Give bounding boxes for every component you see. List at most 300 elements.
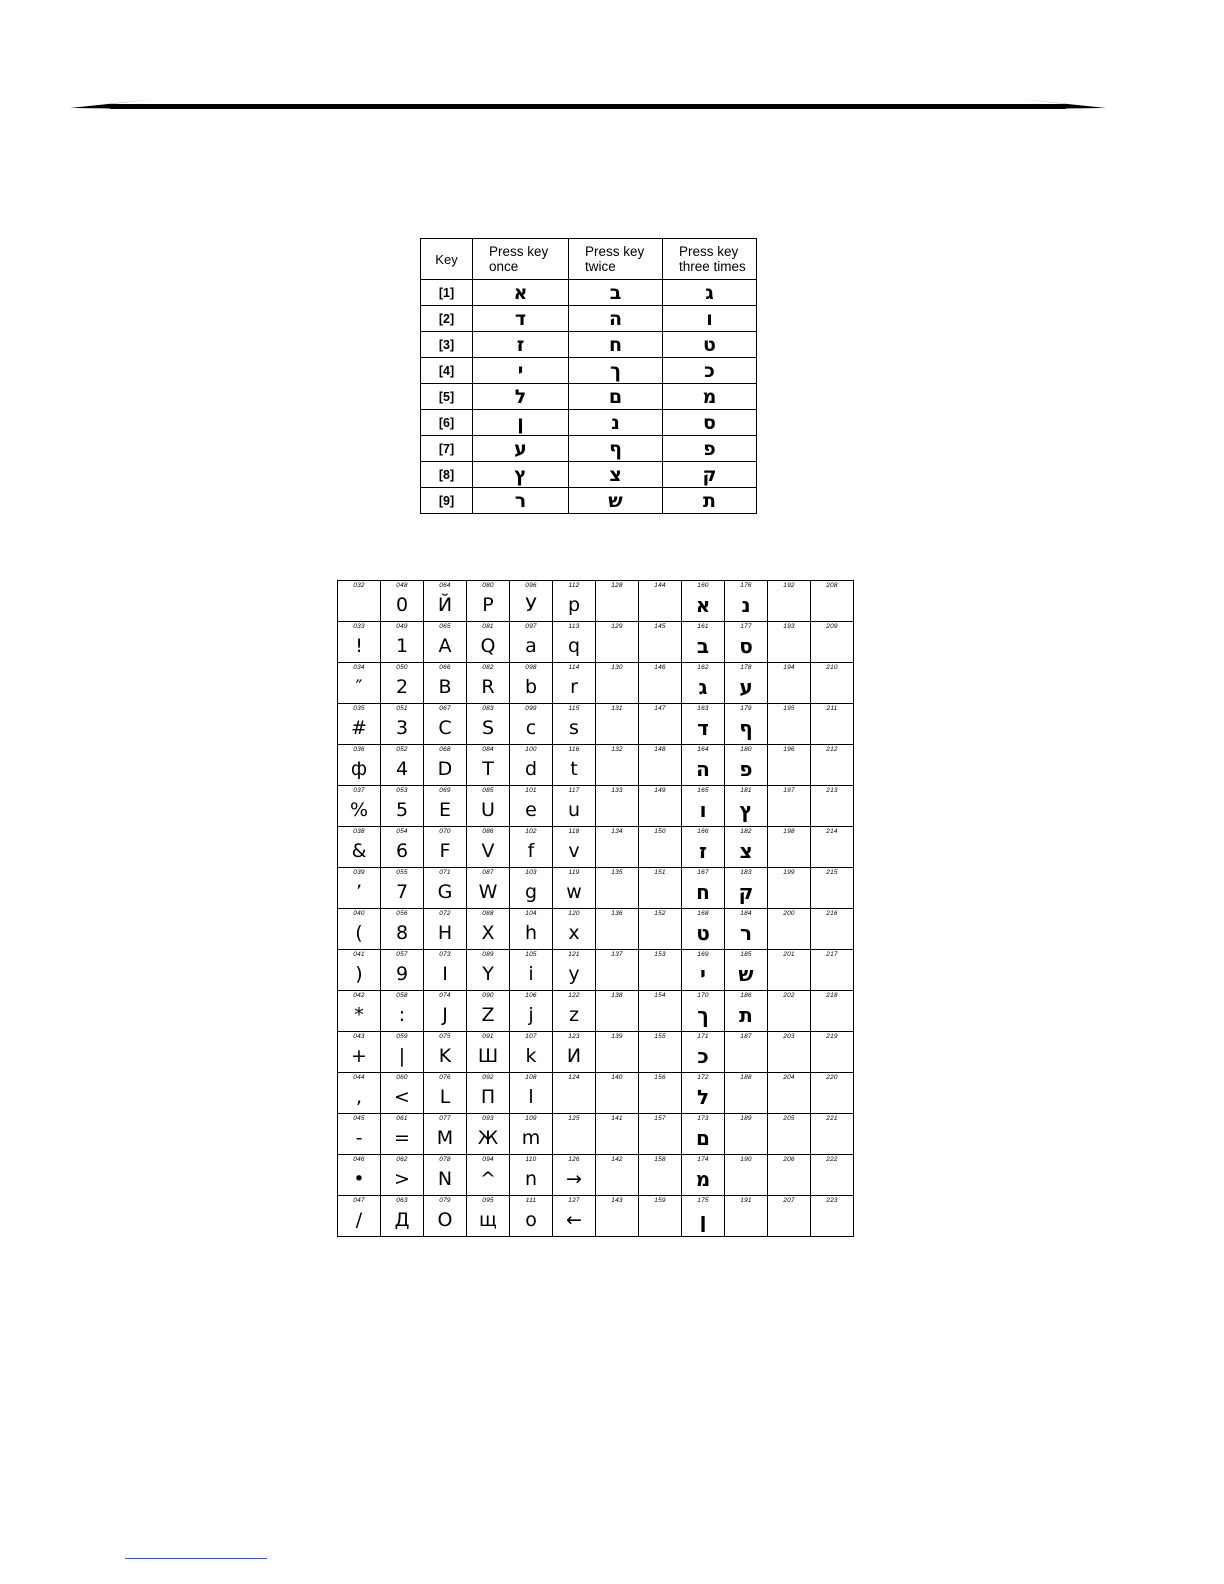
grid-cell: [682, 950, 725, 991]
grid-cell: [553, 745, 596, 786]
grid-cell: [768, 950, 811, 991]
grid-cell: [682, 1196, 725, 1237]
grid-cell: [811, 1114, 854, 1155]
grid-cell: [639, 663, 682, 704]
char-code: 140: [611, 1074, 623, 1081]
char-code: 163: [697, 705, 709, 712]
grid-cell: [338, 745, 381, 786]
char-code: 155: [654, 1033, 666, 1040]
char-code: 158: [654, 1156, 666, 1163]
char-code: 123: [568, 1033, 580, 1040]
char-glyph: &: [351, 840, 367, 862]
char-code: 122: [568, 992, 580, 999]
char-three-times: מ: [663, 384, 757, 410]
char-three-times: ג: [663, 280, 757, 306]
grid-cell: [381, 1196, 424, 1237]
grid-cell: [510, 622, 553, 663]
grid-cell: [811, 663, 854, 704]
char-glyph: 8: [395, 922, 409, 944]
char-glyph: ן: [699, 1208, 707, 1232]
char-code: 205: [783, 1115, 795, 1122]
grid-cell: [424, 581, 467, 622]
char-code: 200: [783, 910, 795, 917]
char-twice: נ: [569, 410, 663, 436]
char-glyph: •: [353, 1168, 365, 1190]
char-code: 095: [482, 1197, 494, 1204]
char-code: 082: [482, 664, 494, 671]
grid-cell: [338, 1196, 381, 1237]
char-code: 147: [654, 705, 666, 712]
char-glyph: +: [351, 1045, 367, 1067]
grid-cell: [381, 581, 424, 622]
char-glyph: Ж: [477, 1127, 499, 1149]
char-glyph: 4: [395, 758, 409, 780]
char-code: 185: [740, 951, 752, 958]
char-glyph: 1: [395, 635, 409, 657]
char-glyph: r: [570, 676, 578, 698]
grid-cell: [553, 950, 596, 991]
char-glyph: צ: [739, 839, 753, 863]
char-once: ן: [473, 410, 569, 436]
grid-cell: [682, 581, 725, 622]
char-code: 100: [525, 746, 537, 753]
char-code: 077: [439, 1115, 451, 1122]
char-code: 086: [482, 828, 494, 835]
grid-cell: [424, 663, 467, 704]
grid-row: [338, 827, 854, 868]
char-glyph: %: [349, 799, 369, 821]
grid-cell: [424, 1155, 467, 1196]
char-code: 218: [826, 992, 838, 999]
grid-cell: [768, 1073, 811, 1114]
grid-cell: [424, 1196, 467, 1237]
header-press-twice: Press key twice: [569, 239, 663, 280]
key-label: [3]: [421, 332, 473, 358]
char-code: 075: [439, 1033, 451, 1040]
char-code: 192: [783, 582, 795, 589]
grid-cell: [510, 868, 553, 909]
char-once: ז: [473, 332, 569, 358]
char-glyph: b: [524, 676, 538, 698]
grid-cell: [639, 1032, 682, 1073]
char-code: 079: [439, 1197, 451, 1204]
char-glyph: ^: [480, 1168, 496, 1190]
char-code: 201: [783, 951, 795, 958]
char-code: 089: [482, 951, 494, 958]
char-glyph: ת: [739, 1003, 753, 1027]
char-glyph: u: [567, 799, 581, 821]
char-glyph: <: [394, 1086, 410, 1108]
key-table-row: [421, 332, 757, 358]
grid-cell: [596, 950, 639, 991]
key-table-row: [421, 410, 757, 436]
grid-cell: [467, 663, 510, 704]
grid-cell: [467, 868, 510, 909]
grid-cell: [596, 1155, 639, 1196]
grid-cell: [338, 827, 381, 868]
grid-cell: [725, 909, 768, 950]
grid-cell: [639, 950, 682, 991]
char-glyph: 0: [395, 594, 409, 616]
char-glyph: Q: [480, 635, 496, 657]
grid-cell: [510, 827, 553, 868]
char-glyph: l: [528, 1086, 534, 1108]
char-code: 164: [697, 746, 709, 753]
grid-cell: [682, 786, 725, 827]
char-code: 203: [783, 1033, 795, 1040]
char-code: 088: [482, 910, 494, 917]
char-code: 056: [396, 910, 408, 917]
char-code: 134: [611, 828, 623, 835]
footer-line: [125, 1558, 267, 1559]
char-glyph: I: [442, 963, 448, 985]
key-label: [4]: [421, 358, 473, 384]
char-code: 041: [353, 951, 365, 958]
char-code: 131: [611, 705, 623, 712]
char-glyph: ח: [696, 880, 710, 904]
char-code: 182: [740, 828, 752, 835]
char-code: 119: [568, 869, 580, 876]
char-glyph: ט: [696, 921, 710, 945]
char-code: 070: [439, 828, 451, 835]
char-glyph: ק: [738, 880, 754, 904]
char-code: 128: [611, 582, 623, 589]
char-code: 183: [740, 869, 752, 876]
char-three-times: ט: [663, 332, 757, 358]
grid-cell: [811, 1032, 854, 1073]
grid-cell: [553, 909, 596, 950]
char-code: 154: [654, 992, 666, 999]
character-code-grid: [337, 580, 854, 1237]
grid-row: [338, 581, 854, 622]
grid-cell: [639, 991, 682, 1032]
char-code: 171: [697, 1033, 709, 1040]
char-glyph: ″: [355, 676, 363, 698]
grid-cell: [553, 1155, 596, 1196]
char-code: 187: [740, 1033, 752, 1040]
grid-cell: [381, 950, 424, 991]
grid-cell: [381, 868, 424, 909]
char-code: 073: [439, 951, 451, 958]
char-code: 204: [783, 1074, 795, 1081]
char-code: 072: [439, 910, 451, 917]
char-code: 120: [568, 910, 580, 917]
grid-cell: [467, 786, 510, 827]
char-glyph: ש: [738, 962, 754, 986]
grid-cell: [553, 786, 596, 827]
char-glyph: o: [525, 1209, 537, 1231]
grid-cell: [768, 991, 811, 1032]
char-code: 036: [353, 746, 365, 753]
char-once: ר: [473, 488, 569, 514]
char-glyph: V: [481, 840, 495, 862]
grid-cell: [596, 868, 639, 909]
char-code: 198: [783, 828, 795, 835]
char-code: 146: [654, 664, 666, 671]
grid-cell: [596, 581, 639, 622]
grid-cell: [682, 909, 725, 950]
grid-row: [338, 1114, 854, 1155]
char-glyph: :: [398, 1004, 406, 1026]
grid-cell: [725, 1114, 768, 1155]
grid-cell: [768, 581, 811, 622]
char-glyph: ): [355, 963, 363, 985]
char-code: 076: [439, 1074, 451, 1081]
char-code: 202: [783, 992, 795, 999]
char-code: 130: [611, 664, 623, 671]
char-code: 066: [439, 664, 451, 671]
grid-cell: [725, 950, 768, 991]
header-rule: [70, 96, 1106, 116]
char-glyph: →: [566, 1168, 582, 1190]
char-code: 115: [568, 705, 580, 712]
char-glyph: И: [566, 1045, 582, 1067]
char-glyph: L: [439, 1086, 451, 1108]
char-glyph: K: [438, 1045, 452, 1067]
char-glyph: У: [525, 594, 537, 616]
grid-cell: [338, 950, 381, 991]
char-glyph: פ: [739, 757, 753, 781]
grid-cell: [768, 786, 811, 827]
grid-cell: [424, 786, 467, 827]
char-code: 152: [654, 910, 666, 917]
char-code: 172: [697, 1074, 709, 1081]
char-code: 210: [826, 664, 838, 671]
grid-cell: [811, 909, 854, 950]
char-code: 052: [396, 746, 408, 753]
grid-cell: [510, 909, 553, 950]
char-code: 050: [396, 664, 408, 671]
grid-cell: [510, 1032, 553, 1073]
grid-cell: [381, 1032, 424, 1073]
grid-cell: [510, 1073, 553, 1114]
char-code: 206: [783, 1156, 795, 1163]
char-code: 108: [525, 1074, 537, 1081]
char-glyph: 6: [395, 840, 409, 862]
char-code: 144: [654, 582, 666, 589]
grid-cell: [467, 1155, 510, 1196]
char-code: 193: [783, 623, 795, 630]
char-code: 207: [783, 1197, 795, 1204]
grid-cell: [639, 909, 682, 950]
grid-cell: [381, 827, 424, 868]
char-glyph: ב: [696, 634, 710, 658]
grid-cell: [424, 1073, 467, 1114]
char-code: 136: [611, 910, 623, 917]
grid-cell: [682, 1155, 725, 1196]
char-glyph: *: [354, 1004, 364, 1026]
grid-cell: [639, 827, 682, 868]
char-glyph: J: [442, 1004, 448, 1026]
key-table-row: [421, 462, 757, 488]
char-glyph: d: [524, 758, 538, 780]
grid-row: [338, 704, 854, 745]
char-three-times: כ: [663, 358, 757, 384]
char-code: 143: [611, 1197, 623, 1204]
char-code: 104: [525, 910, 537, 917]
char-code: 103: [525, 869, 537, 876]
grid-cell: [381, 622, 424, 663]
grid-cell: [338, 622, 381, 663]
grid-cell: [682, 1114, 725, 1155]
grid-cell: [467, 1073, 510, 1114]
grid-cell: [424, 950, 467, 991]
grid-cell: [682, 704, 725, 745]
char-code: 127: [568, 1197, 580, 1204]
grid-cell: [338, 1032, 381, 1073]
char-code: 194: [783, 664, 795, 671]
char-glyph: (: [355, 922, 363, 944]
char-glyph: c: [525, 717, 537, 739]
char-glyph: w: [566, 881, 582, 903]
char-glyph: M: [436, 1127, 454, 1149]
grid-cell: [424, 704, 467, 745]
char-glyph: U: [481, 799, 495, 821]
char-glyph: N: [437, 1168, 453, 1190]
char-code: 101: [525, 787, 537, 794]
char-glyph: j: [528, 1004, 534, 1026]
char-glyph: z: [569, 1004, 579, 1026]
char-glyph: Й: [437, 594, 453, 616]
char-code: 121: [568, 951, 580, 958]
grid-cell: [682, 827, 725, 868]
char-code: 132: [611, 746, 623, 753]
grid-cell: [381, 909, 424, 950]
grid-cell: [639, 704, 682, 745]
grid-row: [338, 909, 854, 950]
grid-cell: [510, 1155, 553, 1196]
grid-cell: [467, 950, 510, 991]
char-code: 087: [482, 869, 494, 876]
char-code: 153: [654, 951, 666, 958]
grid-cell: [811, 704, 854, 745]
char-three-times: ת: [663, 488, 757, 514]
char-glyph: v: [568, 840, 580, 862]
char-code: 181: [740, 787, 752, 794]
grid-cell: [811, 991, 854, 1032]
grid-cell: [338, 581, 381, 622]
char-glyph: נ: [741, 593, 751, 617]
grid-row: [338, 868, 854, 909]
grid-cell: [338, 868, 381, 909]
grid-cell: [381, 1155, 424, 1196]
grid-cell: [725, 581, 768, 622]
char-code: 189: [740, 1115, 752, 1122]
char-code: 125: [568, 1115, 580, 1122]
char-code: 069: [439, 787, 451, 794]
char-code: 080: [482, 582, 494, 589]
grid-cell: [725, 1073, 768, 1114]
grid-row: [338, 991, 854, 1032]
char-glyph: T: [482, 758, 494, 780]
char-glyph: a: [525, 635, 537, 657]
grid-cell: [596, 1073, 639, 1114]
char-glyph: מ: [695, 1167, 711, 1191]
char-code: 110: [525, 1156, 537, 1163]
grid-row: [338, 622, 854, 663]
char-code: 046: [353, 1156, 365, 1163]
grid-cell: [553, 1196, 596, 1237]
char-code: 137: [611, 951, 623, 958]
grid-cell: [424, 745, 467, 786]
char-glyph: П: [480, 1086, 496, 1108]
char-code: 162: [697, 664, 709, 671]
grid-cell: [381, 1073, 424, 1114]
char-code: 045: [353, 1115, 365, 1122]
key-label: [6]: [421, 410, 473, 436]
char-code: 034: [353, 664, 365, 671]
char-glyph: S: [481, 717, 495, 739]
char-code: 062: [396, 1156, 408, 1163]
char-code: 149: [654, 787, 666, 794]
char-code: 184: [740, 910, 752, 917]
grid-cell: [768, 622, 811, 663]
grid-cell: [596, 622, 639, 663]
grid-cell: [381, 786, 424, 827]
char-code: 084: [482, 746, 494, 753]
char-code: 099: [525, 705, 537, 712]
char-code: 060: [396, 1074, 408, 1081]
grid-cell: [553, 991, 596, 1032]
grid-cell: [553, 663, 596, 704]
key-press-table: [420, 238, 757, 514]
char-code: 150: [654, 828, 666, 835]
grid-cell: [639, 581, 682, 622]
grid-cell: [510, 581, 553, 622]
char-glyph: B: [438, 676, 452, 698]
char-glyph: Д: [394, 1209, 410, 1231]
char-glyph: t: [570, 758, 578, 780]
grid-cell: [553, 581, 596, 622]
grid-cell: [338, 1073, 381, 1114]
char-once: א: [473, 280, 569, 306]
grid-cell: [553, 622, 596, 663]
key-label: [7]: [421, 436, 473, 462]
char-glyph: H: [437, 922, 453, 944]
grid-row: [338, 1155, 854, 1196]
char-glyph: W: [478, 881, 498, 903]
grid-cell: [639, 745, 682, 786]
char-code: 111: [525, 1197, 537, 1204]
char-code: 109: [525, 1115, 537, 1122]
key-table-row: [421, 358, 757, 384]
char-twice: ש: [569, 488, 663, 514]
grid-cell: [682, 1073, 725, 1114]
char-code: 173: [697, 1115, 709, 1122]
grid-cell: [811, 827, 854, 868]
grid-cell: [639, 1073, 682, 1114]
grid-cell: [553, 827, 596, 868]
char-code: 176: [740, 582, 752, 589]
char-glyph: y: [568, 963, 580, 985]
char-code: 059: [396, 1033, 408, 1040]
char-once: ד: [473, 306, 569, 332]
grid-row: [338, 1196, 854, 1237]
key-table-header-row: [421, 239, 757, 280]
char-code: 097: [525, 623, 537, 630]
char-code: 157: [654, 1115, 666, 1122]
char-once: ל: [473, 384, 569, 410]
key-table-row: [421, 488, 757, 514]
grid-cell: [768, 1032, 811, 1073]
char-glyph: p: [567, 594, 581, 616]
char-code: 161: [697, 623, 709, 630]
char-code: 096: [525, 582, 537, 589]
grid-cell: [467, 1032, 510, 1073]
char-code: 151: [654, 869, 666, 876]
grid-cell: [467, 827, 510, 868]
char-glyph: -: [355, 1127, 363, 1149]
